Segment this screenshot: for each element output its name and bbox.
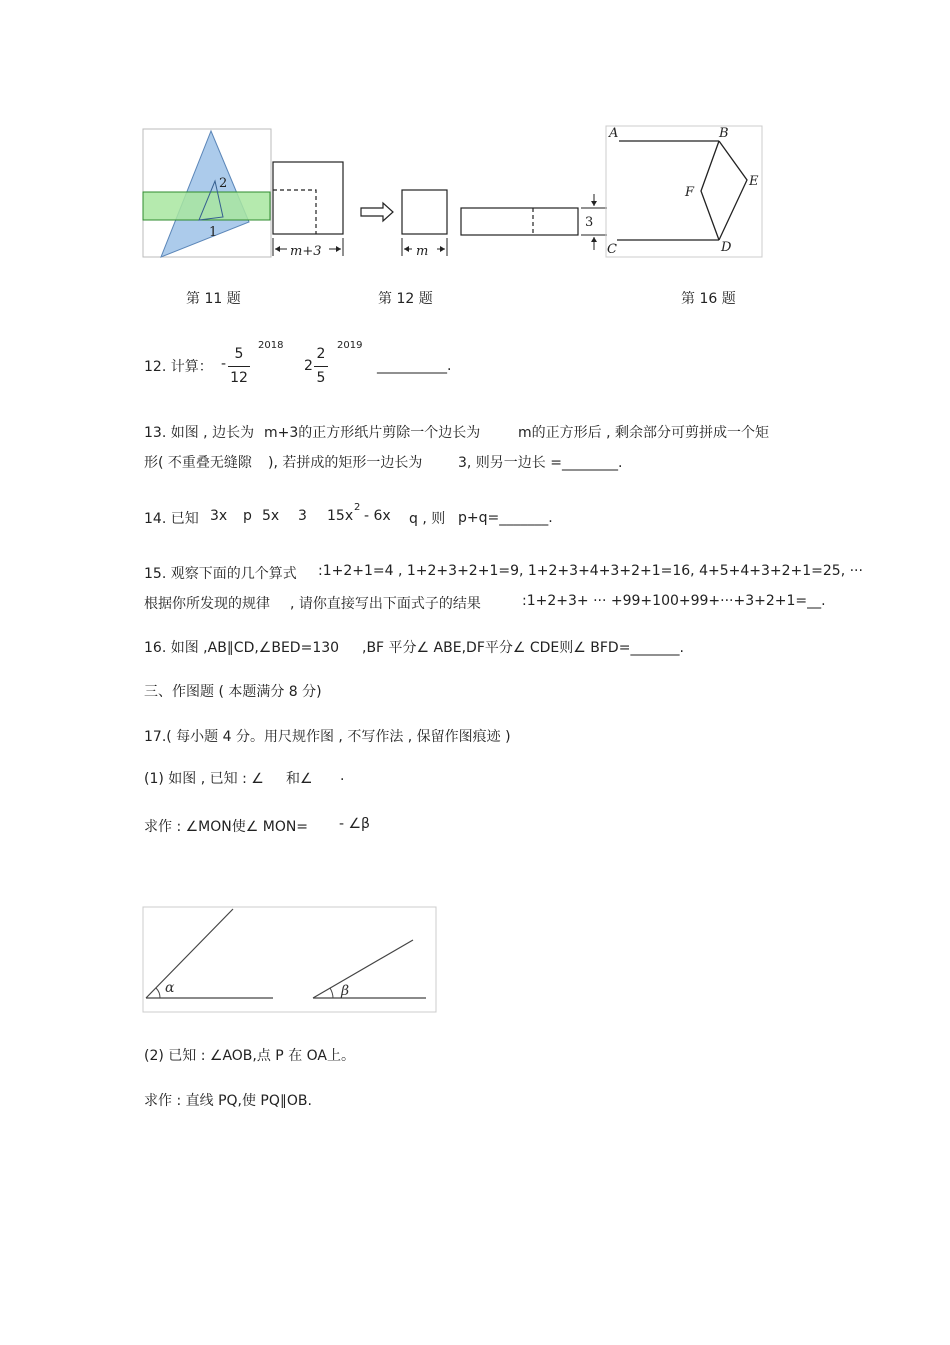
q14-f: 15x [327,508,354,524]
beta-arc [330,988,333,998]
q17-p1-c: . [340,768,345,784]
fig16-path-bfd [701,141,719,240]
q13-line1-a: 13. 如图 , 边长为 [144,425,255,441]
alpha-arc [156,988,160,998]
q17-p2: (2) 已知 : ∠AOB,点 P 在 OA上。 [144,1048,355,1064]
q12-frac1-den: 12 [230,370,248,386]
fig12-caption: 第 12 题 [378,291,433,307]
fig16-label-a: A [609,126,619,141]
fig11-label-1: 1 [209,225,218,240]
fig16-label-b: B [719,126,729,141]
q14-c: p [243,508,252,524]
q16-b: ,BF 平分∠ ABE,DF平分∠ CDE则∠ BFD=_______. [362,640,684,656]
q14-b: 3x [210,508,228,524]
fig16-label-f: F [685,185,695,200]
q12-exp1: 2018 [258,340,284,351]
fig12-cut-line [273,190,316,234]
q15-line1-b: :1+2+1=4 , 1+2+3+2+1=9, 1+2+3+4+3+2+1=16, 4+5+4+3+2+1=25, ··· [318,563,863,579]
fig16-label-e: E [749,174,759,189]
q12-frac1-num: 5 [234,346,244,362]
q12-frac2-bar [314,366,328,367]
alpha-slant-ray [146,909,233,998]
fig16-frame [606,126,762,257]
fig12-small-square [402,190,447,234]
q17-p1-req-a: 求作 : ∠MON使∠ MON= [144,819,309,835]
fig12-rectangle [461,208,578,235]
q17-p2-req: 求作 : 直线 PQ,使 PQ∥OB. [144,1093,312,1109]
q12-minus: - [221,356,227,372]
q13-line2-c: 3, 则另一边长 =________. [458,455,623,471]
figure-17-angles [143,906,439,1014]
q17-p1-req-b: - ∠β [339,816,370,832]
q12-exp2: 2019 [337,340,363,351]
fig16-label-c: C [607,242,617,257]
section-3-heading: 三、作图题 ( 本题满分 8 分) [144,684,322,700]
fig12-label-3: 3 [585,215,594,230]
q14-sup: 2 [354,502,361,513]
fig12-label-m: m [416,244,429,259]
figure-11 [143,129,273,259]
q16-a: 16. 如图 ,AB∥CD,∠BED=130 [144,640,340,656]
q14-i: p+q=_______. [458,510,553,526]
fig12-arrow-icon [361,203,393,221]
q12-whole: 2 [304,358,313,374]
q13-line2-a: 形( 不重叠无缝隙 [144,455,252,471]
beta-slant-ray [313,940,413,998]
q14-h: q , 则 [409,511,446,527]
q14-d: 5x [262,508,280,524]
q14-e: 3 [298,508,307,524]
fig12-label-m3: m+3 [290,244,322,259]
q17-p1-b: 和∠ [286,771,313,787]
q12-frac2-num: 2 [316,346,326,362]
q14-g: - 6x [364,508,391,524]
q15-line2-c: :1+2+3+ ··· +99+100+99+···+3+2+1=__. [522,593,826,609]
fig16-caption: 第 16 题 [681,291,736,307]
q17-intro: 17.( 每小题 4 分。用尺规作图 , 不写作法 , 保留作图痕迹 ) [144,729,511,745]
q14-a: 14. 已知 [144,511,199,527]
q15-line2-a: 根据你所发现的规律 [144,596,270,612]
q13-line1-c: m的正方形后 , 剩余部分可剪拼成一个矩 [518,425,769,441]
q15-line2-b: , 请你直接写出下面式子的结果 [290,596,481,612]
q12-blank: __________. [377,358,452,374]
q15-line1-a: 15. 观察下面的几个算式 [144,566,297,582]
fig17-frame [143,907,436,1012]
q12-frac2-den: 5 [316,370,326,386]
fig12-big-square [273,162,343,234]
beta-label: β [341,983,350,999]
q17-p1-a: (1) 如图 , 已知 : ∠ [144,771,264,787]
figure-16 [605,125,765,260]
q13-line1-b: m+3的正方形纸片剪除一个边长为 [264,425,481,441]
fig11-label-2: 2 [219,176,228,191]
figure-12 [271,160,611,260]
q12-prefix: 12. 计算： [144,359,213,375]
q12-frac1-bar [228,366,250,367]
alpha-label: α [165,980,175,996]
fig16-label-d: D [721,240,732,255]
fig11-caption: 第 11 题 [186,291,241,307]
q13-line2-b: ), 若拼成的矩形一边长为 [268,455,423,471]
fig11-green-strip [143,192,270,220]
fig16-path-bed [719,141,747,240]
